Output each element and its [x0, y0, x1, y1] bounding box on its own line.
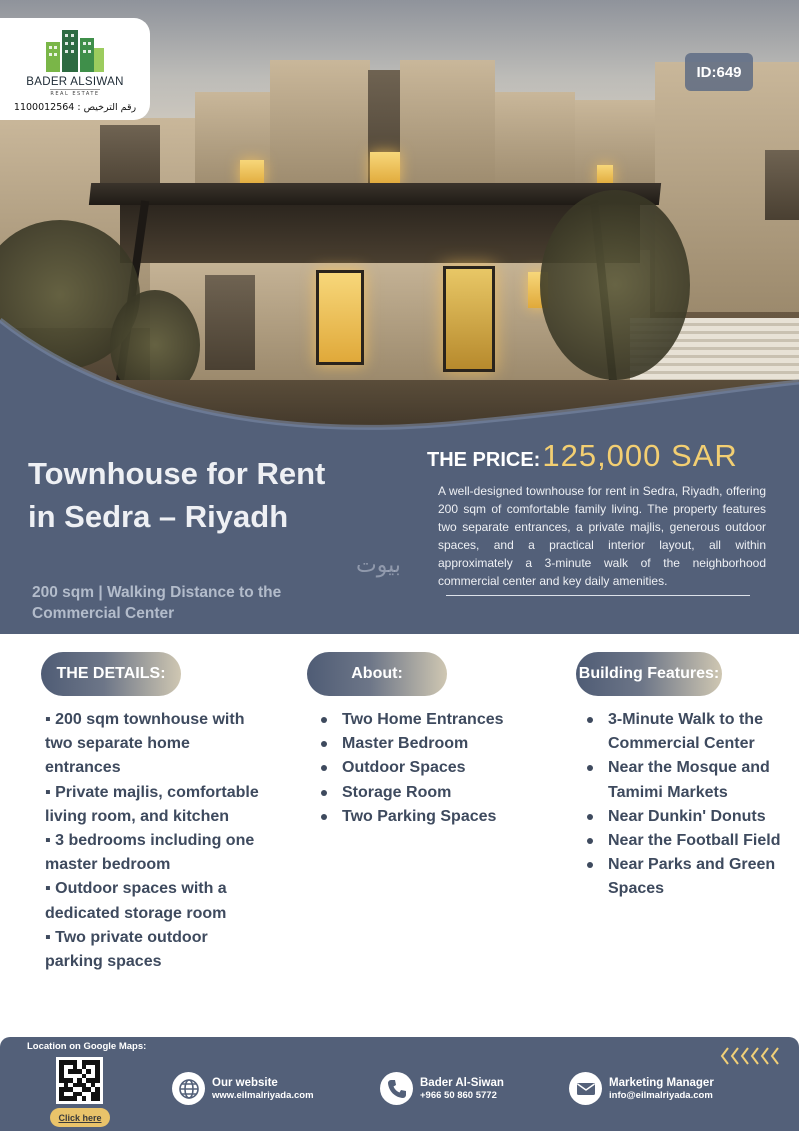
- list-item: Master Bedroom: [320, 732, 540, 756]
- list-item: 3-Minute Walk to the Commercial Center: [586, 708, 791, 756]
- building-block: [575, 100, 665, 195]
- website-url[interactable]: www.eilmalriyada.com: [212, 1089, 314, 1101]
- list-item: Near the Mosque and Tamimi Markets: [586, 756, 791, 804]
- phone-contact[interactable]: [380, 1072, 504, 1105]
- list-item: Storage Room: [320, 781, 540, 805]
- company-logo: [0, 18, 150, 120]
- watermark: بيوت: [356, 553, 401, 578]
- list-item: Two Parking Spaces: [320, 805, 540, 829]
- qr-code-icon[interactable]: [56, 1057, 103, 1104]
- features-list: [586, 708, 791, 902]
- list-item: Near Dunkin' Donuts: [586, 805, 791, 829]
- building-block: [495, 92, 575, 192]
- listing-title: Townhouse for Rent in Sedra – Riyadh: [28, 456, 326, 534]
- website-label: Our website: [212, 1076, 278, 1089]
- details-list: [45, 708, 260, 974]
- divider: [446, 595, 750, 596]
- listing-id-badge: ID:649: [685, 53, 753, 91]
- window: [370, 152, 400, 185]
- email-label: Marketing Manager: [609, 1076, 714, 1089]
- building-window-dark: [765, 150, 799, 220]
- email-address[interactable]: info@eilmalriyada.com: [609, 1089, 713, 1101]
- list-item: ▪ Outdoor spaces with a dedicated storage room: [45, 880, 227, 922]
- price-label: THE PRICE:: [427, 449, 541, 471]
- mail-icon: [569, 1072, 602, 1105]
- list-item: ▪ Private majlis, comfortable living room, and kitchen: [45, 783, 259, 825]
- click-here-link[interactable]: Click here: [50, 1108, 110, 1127]
- website-contact[interactable]: [172, 1072, 314, 1105]
- logo-subtitle: REAL ESTATE: [50, 91, 100, 97]
- chevrons-icon: [720, 1046, 780, 1066]
- price-row: [427, 438, 738, 474]
- phone-label: Bader Al-Siwan: [420, 1076, 504, 1089]
- about-heading: About:: [307, 652, 447, 696]
- list-item: Outdoor Spaces: [320, 756, 540, 780]
- location-label: Location on Google Maps:: [27, 1041, 147, 1052]
- license-number: رقم الترخيص : 1100012564: [13, 102, 137, 113]
- listing-subtitle: 200 sqm | Walking Distance to the Commercial Center: [32, 584, 282, 622]
- window: [597, 165, 613, 185]
- features-heading: Building Features:: [576, 652, 722, 696]
- list-item: Near Parks and Green Spaces: [586, 853, 791, 901]
- list-item: ▪ 200 sqm townhouse with two separate home entrances: [45, 711, 245, 777]
- list-item: Near the Football Field: [586, 829, 791, 853]
- about-list: [320, 708, 540, 829]
- listing-description: A well-designed townhouse for rent in Sedra, Riyadh, offering 200 sqm of comfortable family living. The property features two separate entrances, a private majlis, generous outdoor spaces, and a practical interior layout, all within approximately a 3-minute walk of the neighborhood commercial center and key daily amenities.: [438, 484, 766, 588]
- list-item: Two Home Entrances: [320, 708, 540, 732]
- logo-name: BADER ALSIWAN: [26, 76, 124, 88]
- phone-number[interactable]: +966 50 860 5772: [420, 1089, 497, 1101]
- building-block: [270, 60, 370, 190]
- building-logo-icon: [42, 28, 108, 72]
- canopy: [89, 183, 661, 205]
- globe-icon: [172, 1072, 205, 1105]
- email-contact[interactable]: [569, 1072, 714, 1105]
- building-block: [400, 60, 495, 190]
- list-item: ▪ 3 bedrooms including one master bedroom: [45, 832, 255, 874]
- details-heading: THE DETAILS:: [41, 652, 181, 696]
- phone-icon: [380, 1072, 413, 1105]
- price-value: 125,000 SAR: [542, 438, 738, 473]
- list-item: ▪ Two private outdoor parking spaces: [45, 928, 208, 971]
